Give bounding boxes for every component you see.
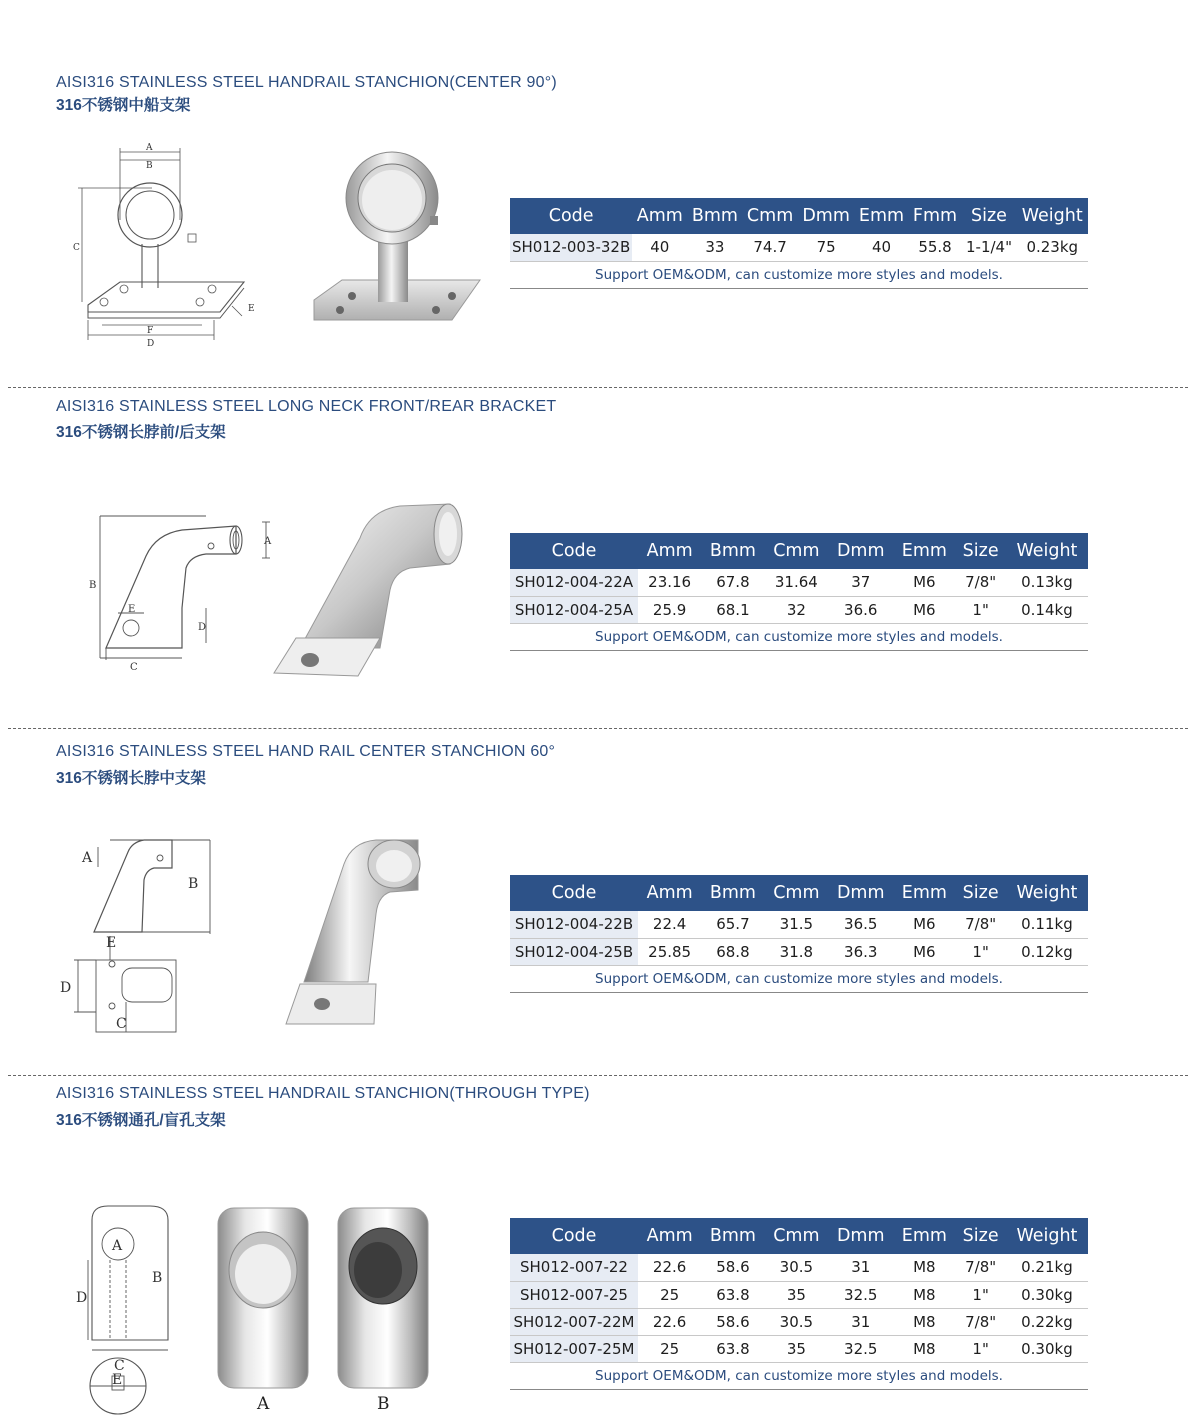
col-header: Size — [955, 1218, 1005, 1254]
cell: 1" — [955, 1335, 1005, 1362]
cell: M6 — [893, 596, 955, 623]
cell: M8 — [893, 1335, 955, 1362]
col-header: Weight — [1006, 875, 1088, 911]
cell: 7/8" — [955, 569, 1005, 596]
col-header: Dmm — [798, 198, 855, 234]
table-row — [510, 938, 1088, 965]
oem-note: Support OEM&ODM, can customize more styles and models. — [510, 623, 1088, 650]
section-title-en: AISI316 STAINLESS STEEL HANDRAIL STANCHION(CENTER 90°) — [56, 74, 557, 91]
section-title-cn: 316不锈钢通孔/盲孔支架 — [56, 1112, 226, 1129]
cell-code: SH012-007-25 — [510, 1281, 638, 1308]
cell: 37 — [828, 569, 893, 596]
col-header: Size — [962, 198, 1017, 234]
cell: 22.6 — [638, 1308, 701, 1335]
technical-drawing-through-type — [68, 1200, 178, 1422]
cell: 25.9 — [638, 596, 701, 623]
cell: 40 — [854, 234, 908, 261]
cell-code: SH012-004-22B — [510, 911, 638, 938]
dim-label-d: D — [76, 1290, 88, 1306]
cell: 0.11kg — [1006, 911, 1088, 938]
section-title-cn: 316不锈钢长脖中支架 — [56, 770, 206, 787]
oem-note: Support OEM&ODM, can customize more styles and models. — [510, 261, 1088, 288]
col-header: Code — [510, 875, 638, 911]
col-header: Code — [510, 1218, 638, 1254]
cell: 74.7 — [742, 234, 797, 261]
dim-label-f: F — [147, 326, 154, 336]
cell: 32.5 — [828, 1335, 893, 1362]
cell: 0.22kg — [1006, 1308, 1088, 1335]
cell: 1" — [955, 938, 1005, 965]
section-title-en: AISI316 STAINLESS STEEL HAND RAIL CENTER STANCHION 60° — [56, 743, 556, 760]
col-header: Fmm — [909, 198, 962, 234]
photo-caption-a: A — [257, 1394, 270, 1414]
col-header: Emm — [893, 533, 955, 569]
cell: M8 — [893, 1308, 955, 1335]
col-header: Amm — [638, 875, 701, 911]
col-header: Cmm — [765, 1218, 829, 1254]
photo-caption-b: B — [377, 1394, 390, 1414]
col-header: Emm — [893, 875, 955, 911]
cell: M6 — [893, 569, 955, 596]
cell: 7/8" — [955, 1308, 1005, 1335]
table-row — [510, 1254, 1088, 1281]
product-photo-through-type-b — [334, 1204, 432, 1394]
technical-drawing-center-90 — [62, 140, 262, 355]
technical-drawing-long-neck — [86, 508, 276, 683]
col-header: Bmm — [701, 533, 764, 569]
technical-drawing-center-60 — [58, 832, 218, 1042]
cell: M8 — [893, 1254, 955, 1281]
dim-label-a: A — [264, 536, 272, 547]
col-header: Amm — [638, 1218, 701, 1254]
cell: 33 — [687, 234, 742, 261]
section-divider — [8, 1075, 1188, 1076]
cell: 1-1/4" — [962, 234, 1017, 261]
col-header: Dmm — [828, 1218, 893, 1254]
section-title-en: AISI316 STAINLESS STEEL HANDRAIL STANCHION(THROUGH TYPE) — [56, 1085, 590, 1102]
cell: 23.16 — [638, 569, 701, 596]
cell: 63.8 — [701, 1335, 764, 1362]
cell: 35 — [765, 1281, 829, 1308]
cell: 30.5 — [765, 1308, 829, 1335]
col-header: Dmm — [828, 875, 893, 911]
col-header: Weight — [1006, 1218, 1088, 1254]
dim-label-d: D — [147, 339, 155, 349]
cell: 22.4 — [638, 911, 701, 938]
col-header: Dmm — [828, 533, 893, 569]
cell: 32.5 — [828, 1281, 893, 1308]
cell-code: SH012-004-25A — [510, 596, 638, 623]
cell: M6 — [893, 911, 955, 938]
cell-code: SH012-003-32B — [510, 234, 632, 261]
dim-label-c: C — [73, 243, 80, 253]
dim-label-e: E — [106, 935, 117, 951]
product-photo-through-type-a — [214, 1204, 312, 1394]
cell: 25.85 — [638, 938, 701, 965]
cell: 7/8" — [955, 1254, 1005, 1281]
cell: 31 — [828, 1308, 893, 1335]
section-divider — [8, 387, 1188, 388]
cell: 65.7 — [701, 911, 764, 938]
spec-table-long-neck — [510, 533, 1088, 651]
section-title-cn: 316不锈钢长脖前/后支架 — [56, 424, 226, 441]
cell: 32 — [765, 596, 829, 623]
cell: 1" — [955, 596, 1005, 623]
cell: 36.6 — [828, 596, 893, 623]
dim-label-e: E — [128, 604, 136, 615]
cell: 1" — [955, 1281, 1005, 1308]
section-divider — [8, 728, 1188, 729]
table-row — [510, 234, 1088, 261]
table-row — [510, 911, 1088, 938]
dim-label-b: B — [152, 1270, 163, 1286]
section-title-cn: 316不锈钢中船支架 — [56, 97, 191, 114]
col-header: Emm — [893, 1218, 955, 1254]
cell: 40 — [632, 234, 687, 261]
section-through-type — [0, 1078, 1200, 1428]
cell: 0.21kg — [1006, 1254, 1088, 1281]
cell: 31.64 — [765, 569, 829, 596]
table-note-row — [510, 965, 1088, 992]
col-header: Bmm — [687, 198, 742, 234]
cell: 0.14kg — [1006, 596, 1088, 623]
col-header: Weight — [1006, 533, 1088, 569]
cell: 68.8 — [701, 938, 764, 965]
dim-label-b: B — [188, 876, 199, 892]
spec-table-center-90 — [510, 198, 1088, 289]
col-header: Code — [510, 198, 632, 234]
cell: 25 — [638, 1335, 701, 1362]
cell: 0.23kg — [1016, 234, 1088, 261]
section-long-neck-bracket — [0, 390, 1200, 725]
dim-label-c: C — [114, 1358, 125, 1374]
cell: 75 — [798, 234, 855, 261]
cell: 35 — [765, 1335, 829, 1362]
spec-table-center-60 — [510, 875, 1088, 993]
col-header: Bmm — [701, 1218, 764, 1254]
table-row — [510, 596, 1088, 623]
cell: 0.30kg — [1006, 1281, 1088, 1308]
table-note-row — [510, 623, 1088, 650]
cell: 30.5 — [765, 1254, 829, 1281]
col-header: Cmm — [765, 533, 829, 569]
dim-label-a: A — [82, 850, 93, 866]
product-photo-center-90 — [312, 150, 484, 328]
dim-label-b: B — [89, 580, 97, 591]
cell: 31.8 — [765, 938, 829, 965]
cell: M8 — [893, 1281, 955, 1308]
table-note-row — [510, 1362, 1088, 1389]
section-title-en: AISI316 STAINLESS STEEL LONG NECK FRONT/REAR BRACKET — [56, 398, 557, 415]
oem-note: Support OEM&ODM, can customize more styles and models. — [510, 965, 1088, 992]
table-row — [510, 569, 1088, 596]
col-header: Amm — [632, 198, 687, 234]
dim-label-c: C — [130, 662, 138, 673]
table-row — [510, 1335, 1088, 1362]
table-row — [510, 1308, 1088, 1335]
cell: M6 — [893, 938, 955, 965]
cell: 7/8" — [955, 911, 1005, 938]
dim-label-b: B — [146, 161, 153, 171]
col-header: Weight — [1016, 198, 1088, 234]
cell: 55.8 — [909, 234, 962, 261]
cell-code: SH012-004-25B — [510, 938, 638, 965]
cell: 67.8 — [701, 569, 764, 596]
cell: 63.8 — [701, 1281, 764, 1308]
dim-label-e: E — [112, 1372, 123, 1388]
cell: 58.6 — [701, 1308, 764, 1335]
cell: 58.6 — [701, 1254, 764, 1281]
section-center-90 — [0, 0, 1200, 385]
col-header: Bmm — [701, 875, 764, 911]
cell-code: SH012-007-22M — [510, 1308, 638, 1335]
col-header: Cmm — [742, 198, 797, 234]
dim-label-a: A — [146, 143, 153, 153]
dim-label-d: D — [198, 622, 207, 633]
cell-code: SH012-004-22A — [510, 569, 638, 596]
dim-label-c: C — [116, 1016, 127, 1032]
cell: 0.13kg — [1006, 569, 1088, 596]
cell: 22.6 — [638, 1254, 701, 1281]
cell: 36.5 — [828, 911, 893, 938]
col-header: Size — [955, 875, 1005, 911]
cell: 0.12kg — [1006, 938, 1088, 965]
cell: 0.30kg — [1006, 1335, 1088, 1362]
col-header: Cmm — [765, 875, 829, 911]
col-header: Size — [955, 533, 1005, 569]
cell: 31.5 — [765, 911, 829, 938]
cell-code: SH012-007-25M — [510, 1335, 638, 1362]
product-photo-center-60 — [282, 834, 432, 1029]
cell: 36.3 — [828, 938, 893, 965]
cell: 25 — [638, 1281, 701, 1308]
dim-label-a: A — [112, 1238, 123, 1254]
dim-label-d: D — [60, 980, 72, 996]
col-header: Emm — [854, 198, 908, 234]
cell: 68.1 — [701, 596, 764, 623]
cell: 31 — [828, 1254, 893, 1281]
dim-label-e: E — [248, 304, 255, 314]
oem-note: Support OEM&ODM, can customize more styles and models. — [510, 1362, 1088, 1389]
table-note-row — [510, 261, 1088, 288]
col-header: Amm — [638, 533, 701, 569]
spec-table-through-type — [510, 1218, 1088, 1390]
cell-code: SH012-007-22 — [510, 1254, 638, 1281]
product-photo-long-neck — [270, 498, 466, 686]
section-center-60 — [0, 732, 1200, 1072]
col-header: Code — [510, 533, 638, 569]
table-row — [510, 1281, 1088, 1308]
